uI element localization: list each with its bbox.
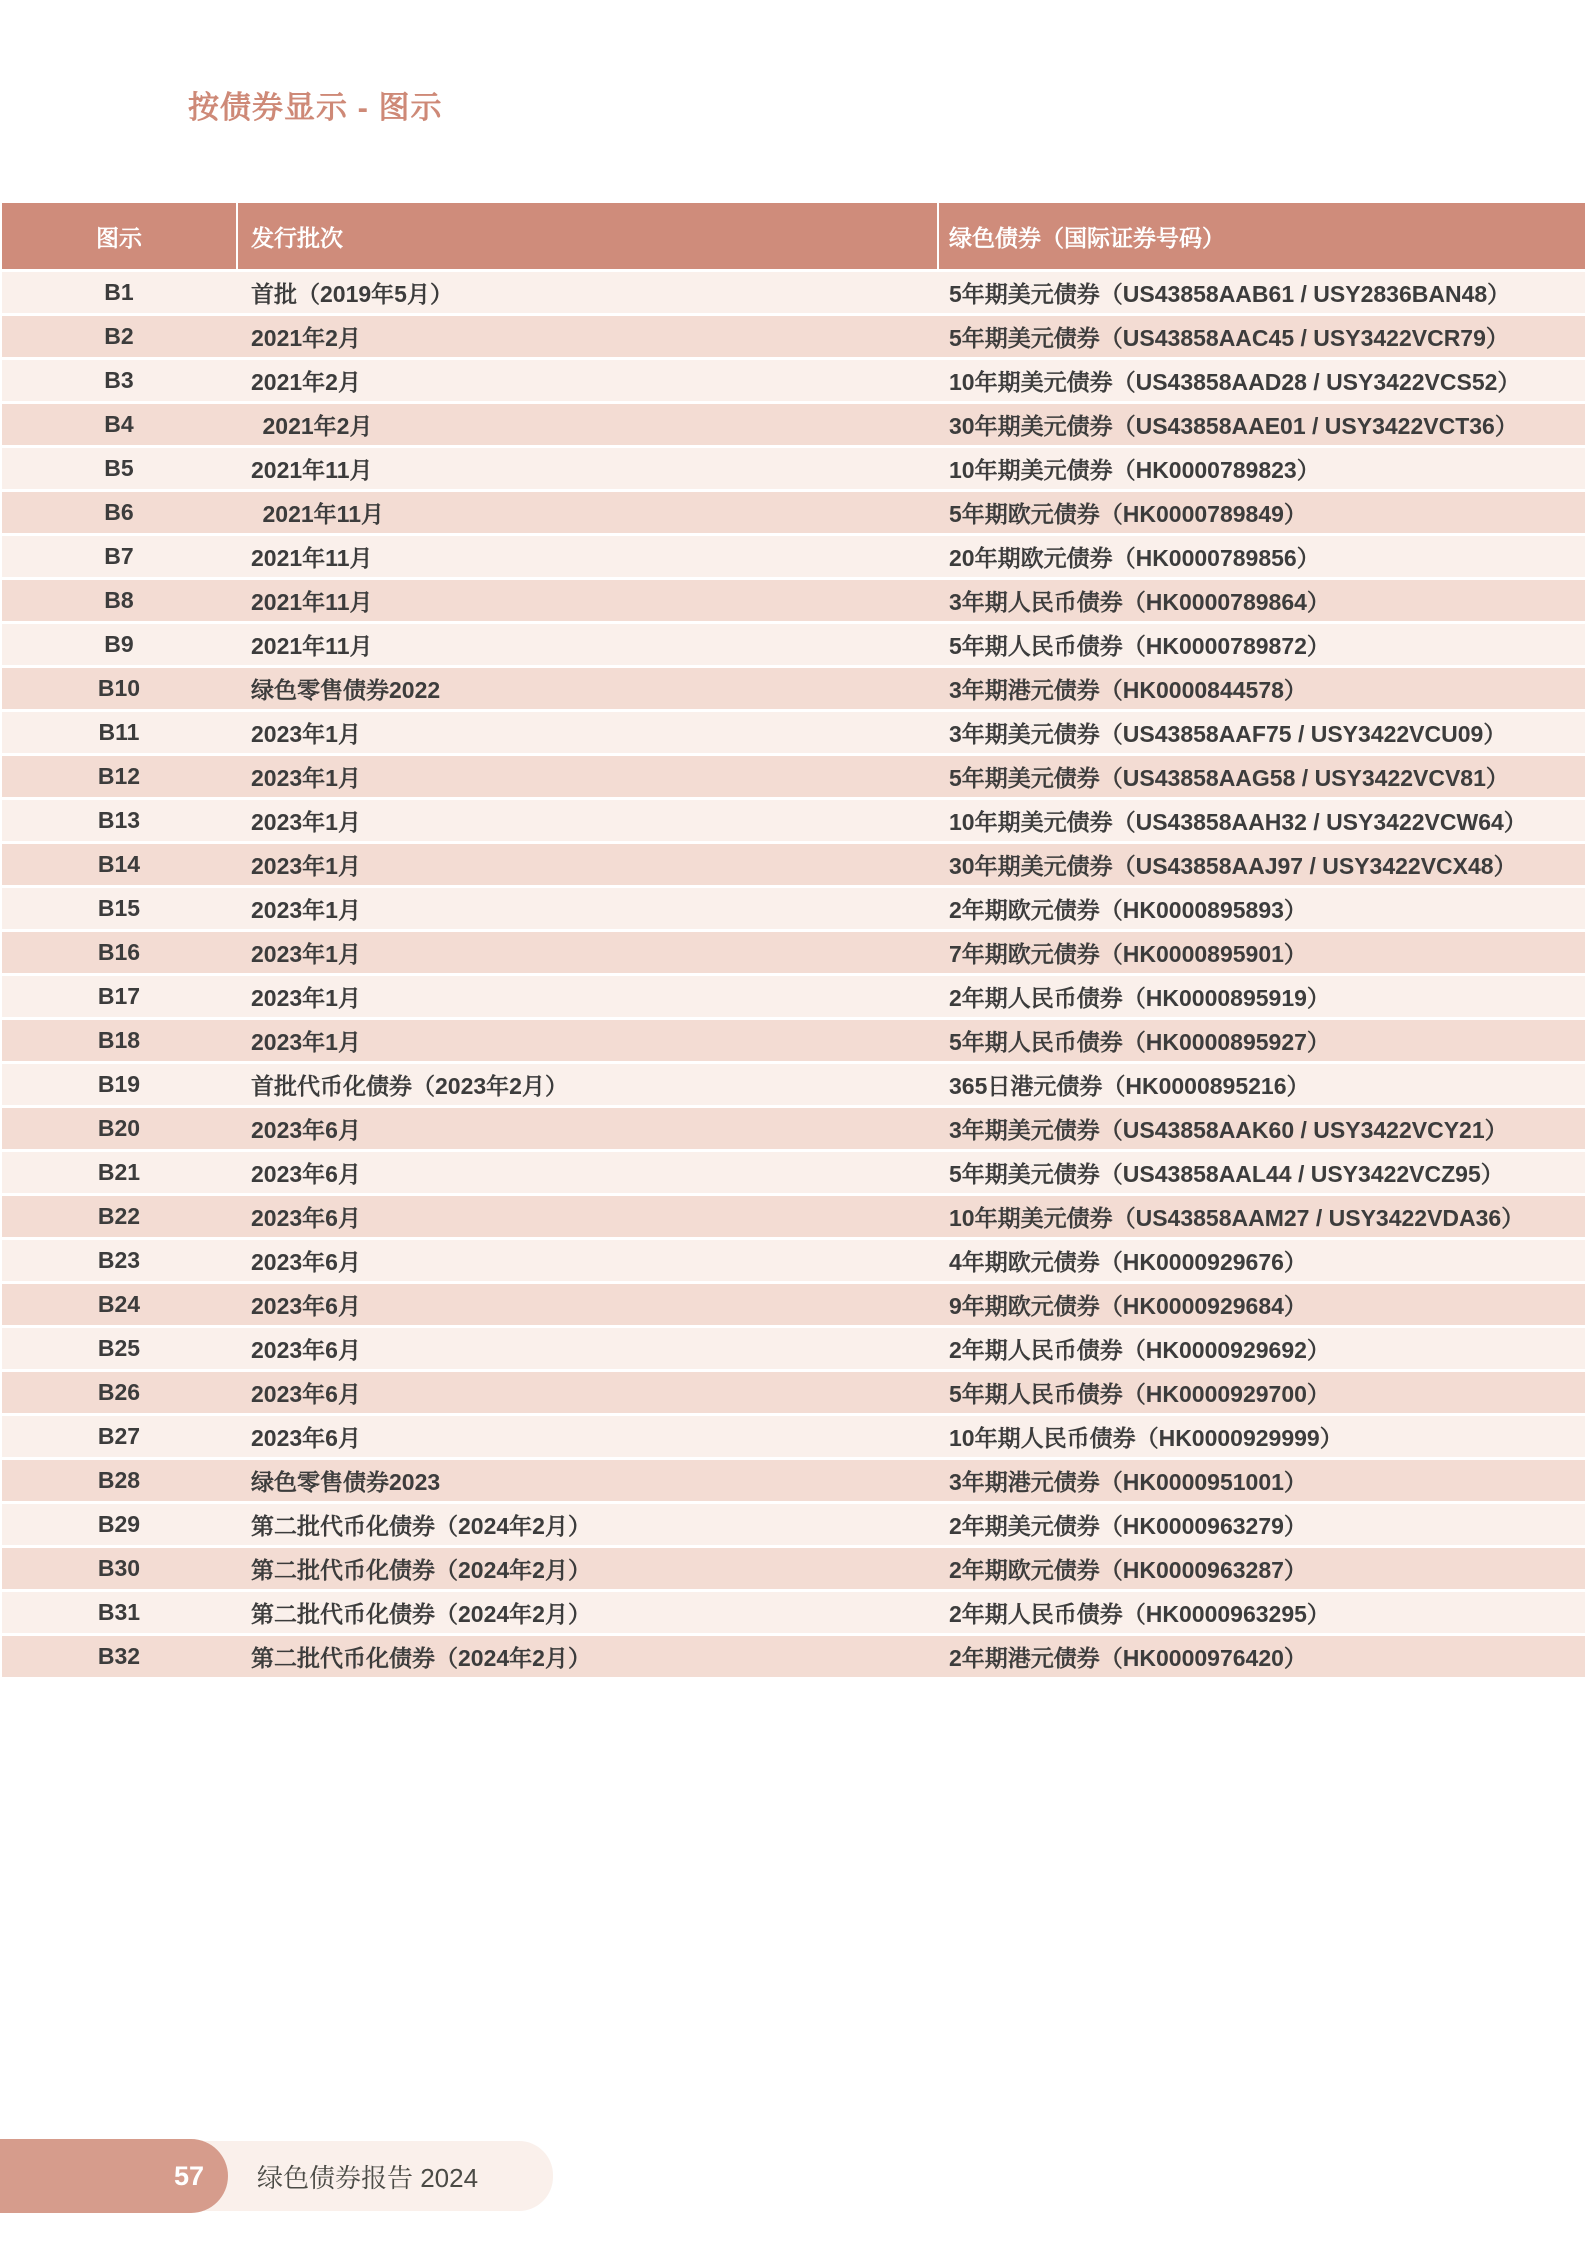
table-row (2, 316, 1585, 360)
row-id-cell: B27 (97, 1423, 141, 1449)
row-id-cell: B8 (104, 587, 134, 613)
row-bond-cell: 5年期人民币债券（HK0000895927） (949, 1029, 1330, 1055)
row-bond-cell: 2年期美元债券（HK0000963279） (949, 1513, 1307, 1539)
row-batch-cell: 2023年1月 (251, 897, 361, 923)
row-bond-cell: 2年期人民币债券（HK0000895919） (949, 985, 1330, 1011)
row-id-cell: B26 (97, 1379, 141, 1405)
row-batch-cell: 2021年2月 (251, 413, 373, 439)
row-id-cell: B12 (97, 763, 141, 789)
row-id-cell: B22 (97, 1203, 141, 1229)
table-row (2, 360, 1585, 404)
row-bond-cell: 2年期欧元债券（HK0000895893） (949, 897, 1307, 923)
row-batch-cell: 2021年11月 (251, 633, 373, 659)
row-batch-cell: 绿色零售债券2022 (251, 677, 441, 703)
row-bond-cell: 3年期港元债券（HK0000844578） (949, 677, 1307, 703)
column-header-batch: 发行批次 (236, 203, 937, 269)
row-bond-cell: 3年期美元债券（US43858AAK60 / USY3422VCY21） (949, 1117, 1508, 1143)
row-id-cell: B29 (97, 1511, 141, 1537)
row-batch-cell: 2023年1月 (251, 809, 361, 835)
row-batch-cell: 2021年11月 (251, 545, 373, 571)
row-batch-cell: 首批（2019年5月） (251, 281, 453, 307)
table-body (2, 272, 1585, 1680)
table-row (2, 580, 1585, 624)
table-row (2, 492, 1585, 536)
row-id-cell: B24 (97, 1291, 141, 1317)
row-batch-cell: 2023年1月 (251, 721, 361, 747)
row-batch-cell: 第二批代币化债券（2024年2月） (251, 1645, 591, 1671)
row-id-cell: B32 (97, 1643, 141, 1669)
row-bond-cell: 5年期欧元债券（HK0000789849） (949, 501, 1307, 527)
table-row (2, 888, 1585, 932)
row-id-cell: B2 (104, 323, 134, 349)
table-row (2, 1416, 1585, 1460)
table-row (2, 800, 1585, 844)
table-header-row (2, 203, 1585, 272)
table-row (2, 932, 1585, 976)
row-id-cell: B16 (97, 939, 141, 965)
row-bond-cell: 5年期美元债券（US43858AAB61 / USY2836BAN48） (949, 281, 1511, 307)
table-row (2, 1372, 1585, 1416)
table-row (2, 1020, 1585, 1064)
row-bond-cell: 9年期欧元债券（HK0000929684） (949, 1293, 1307, 1319)
row-id-cell: B11 (98, 719, 140, 745)
table-row (2, 1328, 1585, 1372)
row-bond-cell: 30年期美元债券（US43858AAE01 / USY3422VCT36） (949, 413, 1518, 439)
table-row (2, 1504, 1585, 1548)
row-batch-cell: 绿色零售债券2023 (251, 1469, 441, 1495)
table-row (2, 1196, 1585, 1240)
row-id-cell: B18 (97, 1027, 141, 1053)
table-row (2, 404, 1585, 448)
row-bond-cell: 5年期人民币债券（HK0000929700） (949, 1381, 1330, 1407)
row-batch-cell: 2023年1月 (251, 941, 361, 967)
row-id-cell: B4 (104, 411, 134, 437)
row-batch-cell: 第二批代币化债券（2024年2月） (251, 1513, 591, 1539)
row-id-cell: B31 (97, 1599, 141, 1625)
row-batch-cell: 首批代币化债券（2023年2月） (251, 1073, 568, 1099)
row-bond-cell: 2年期欧元债券（HK0000963287） (949, 1557, 1307, 1583)
column-header-bond: 绿色债券（国际证券号码） (937, 203, 1585, 269)
row-batch-cell: 2021年11月 (251, 457, 373, 483)
row-bond-cell: 10年期美元债券（US43858AAH32 / USY3422VCW64） (949, 809, 1527, 835)
row-bond-cell: 365日港元债券（HK0000895216） (949, 1073, 1310, 1099)
row-bond-cell: 5年期人民币债券（HK0000789872） (949, 633, 1330, 659)
row-bond-cell: 10年期美元债券（HK0000789823） (949, 457, 1320, 483)
row-batch-cell: 2023年1月 (251, 765, 361, 791)
row-id-cell: B19 (97, 1071, 141, 1097)
row-batch-cell: 2023年1月 (251, 985, 361, 1011)
table-row (2, 1152, 1585, 1196)
row-batch-cell: 2021年11月 (251, 501, 384, 527)
row-bond-cell: 10年期美元债券（US43858AAD28 / USY3422VCS52） (949, 369, 1521, 395)
column-header-icon: 图示 (96, 224, 142, 251)
row-bond-cell: 3年期人民币债券（HK0000789864） (949, 589, 1330, 615)
row-bond-cell: 5年期美元债券（US43858AAG58 / USY3422VCV81） (949, 765, 1509, 791)
footer-report-title: 绿色债券报告 2024 (257, 2162, 479, 2193)
row-id-cell: B10 (97, 675, 141, 701)
row-batch-cell: 2023年6月 (251, 1293, 361, 1319)
table-row (2, 668, 1585, 712)
bond-table (2, 203, 1585, 1680)
page-number: 57 (173, 2160, 204, 2191)
row-batch-cell: 第二批代币化债券（2024年2月） (251, 1601, 591, 1627)
row-bond-cell: 2年期人民币债券（HK0000963295） (949, 1601, 1330, 1627)
row-bond-cell: 2年期人民币债券（HK0000929692） (949, 1337, 1330, 1363)
row-bond-cell: 20年期欧元债券（HK0000789856） (949, 545, 1320, 571)
row-batch-cell: 2021年2月 (251, 325, 361, 351)
row-id-cell: B5 (104, 455, 134, 481)
row-batch-cell: 2023年6月 (251, 1161, 361, 1187)
row-id-cell: B25 (97, 1335, 141, 1361)
page-title: 按债券显示 - 图示 (188, 90, 443, 125)
row-bond-cell: 2年期港元债券（HK0000976420） (949, 1645, 1307, 1671)
row-bond-cell: 7年期欧元债券（HK0000895901） (949, 941, 1307, 967)
row-bond-cell: 4年期欧元债券（HK0000929676） (949, 1249, 1307, 1275)
row-id-cell: B28 (97, 1467, 141, 1493)
row-batch-cell: 2023年1月 (251, 1029, 361, 1055)
table-row (2, 272, 1585, 316)
table-row (2, 1284, 1585, 1328)
row-id-cell: B3 (104, 367, 134, 393)
row-batch-cell: 2023年6月 (251, 1249, 361, 1275)
row-batch-cell: 2023年1月 (251, 853, 361, 879)
table-row (2, 536, 1585, 580)
row-id-cell: B1 (104, 279, 134, 305)
row-id-cell: B23 (97, 1247, 141, 1273)
table-row (2, 1636, 1585, 1680)
row-bond-cell: 3年期港元债券（HK0000951001） (949, 1469, 1307, 1495)
table-row (2, 624, 1585, 668)
row-batch-cell: 2021年2月 (251, 369, 361, 395)
row-id-cell: B17 (97, 983, 141, 1009)
table-row (2, 1064, 1585, 1108)
row-bond-cell: 10年期美元债券（US43858AAM27 / USY3422VDA36） (949, 1205, 1525, 1231)
row-id-cell: B7 (104, 543, 134, 569)
row-bond-cell: 5年期美元债券（US43858AAL44 / USY3422VCZ95） (949, 1161, 1504, 1187)
page-number-badge (0, 2139, 228, 2213)
table-row (2, 844, 1585, 888)
row-batch-cell: 2023年6月 (251, 1117, 361, 1143)
row-id-cell: B6 (104, 499, 134, 525)
row-bond-cell: 3年期美元债券（US43858AAF75 / USY3422VCU09） (949, 721, 1507, 747)
row-id-cell: B30 (97, 1555, 141, 1581)
table-row (2, 1240, 1585, 1284)
table-row (2, 448, 1585, 492)
table-row (2, 1460, 1585, 1504)
row-id-cell: B9 (104, 631, 134, 657)
table-row (2, 1592, 1585, 1636)
row-batch-cell: 2023年6月 (251, 1381, 361, 1407)
row-bond-cell: 10年期人民币债券（HK0000929999） (949, 1425, 1343, 1451)
table-row (2, 1548, 1585, 1592)
row-batch-cell: 2023年6月 (251, 1425, 361, 1451)
row-bond-cell: 5年期美元债券（US43858AAC45 / USY3422VCR79） (949, 325, 1509, 351)
table-row (2, 976, 1585, 1020)
row-batch-cell: 2021年11月 (251, 589, 373, 615)
row-batch-cell: 2023年6月 (251, 1205, 361, 1231)
row-id-cell: B20 (97, 1115, 141, 1141)
table-row (2, 1108, 1585, 1152)
row-id-cell: B21 (97, 1159, 141, 1185)
row-batch-cell: 2023年6月 (251, 1337, 361, 1363)
row-id-cell: B15 (97, 895, 141, 921)
row-id-cell: B14 (97, 851, 141, 877)
table-row (2, 712, 1585, 756)
row-batch-cell: 第二批代币化债券（2024年2月） (251, 1557, 591, 1583)
row-id-cell: B13 (97, 807, 141, 833)
table-row (2, 756, 1585, 800)
row-bond-cell: 30年期美元债券（US43858AAJ97 / USY3422VCX48） (949, 853, 1517, 879)
